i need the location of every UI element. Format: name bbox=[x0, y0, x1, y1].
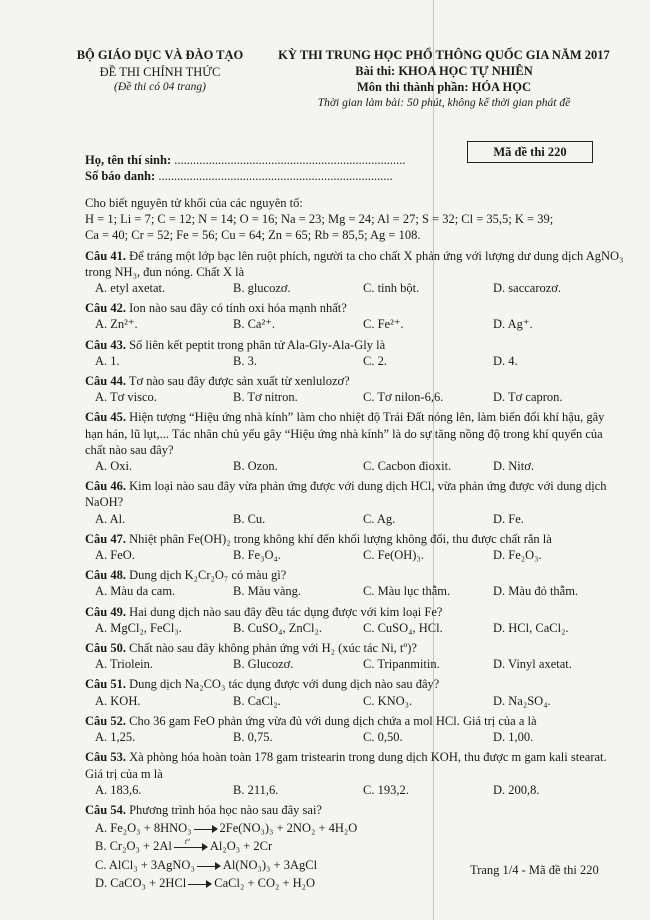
option-d[interactable]: D. 1,00. bbox=[493, 730, 534, 745]
answer-options bbox=[85, 547, 625, 563]
name-label: Họ, tên thí sinh: bbox=[85, 153, 172, 167]
option-b[interactable]: B. Cu. bbox=[233, 511, 266, 526]
exam-component: Môn thi thành phần: HÓA HỌC bbox=[356, 80, 531, 94]
question-number: Câu 53. bbox=[85, 750, 126, 765]
question-text: Nhiệt phân Fe(OH)₂ trong không khí đến khối lượng không đổi, thu được chất rắn là bbox=[125, 531, 552, 546]
question bbox=[85, 300, 625, 332]
option-a[interactable]: A. Màu da cam. bbox=[95, 584, 176, 599]
name-field[interactable]: .......................................................................... bbox=[171, 153, 406, 167]
question-text: Phương trình hóa học nào sau đây sai? bbox=[125, 802, 322, 817]
option-b[interactable]: B. Màu vàng. bbox=[233, 584, 302, 599]
question bbox=[85, 531, 625, 563]
option-c[interactable]: C. KNO₃. bbox=[363, 693, 413, 708]
answer-options bbox=[85, 280, 625, 296]
answer-options bbox=[85, 620, 625, 636]
id-label: Số báo danh: bbox=[85, 169, 156, 183]
time-note: Thời gian làm bài: 50 phút, không kể thời gian phát đề bbox=[317, 97, 571, 109]
question-number: Câu 47. bbox=[85, 531, 126, 546]
question-text: Tơ nào sau đây được sản xuất từ xenlulozơ? bbox=[125, 374, 350, 389]
question-number: Câu 42. bbox=[85, 301, 126, 316]
question bbox=[85, 337, 625, 369]
option-b[interactable]: B. 3. bbox=[233, 353, 257, 368]
question-text: Dung dịch Na₂CO₃ tác dụng được với dung dịch nào sau đây? bbox=[125, 677, 440, 692]
arrow-icon bbox=[194, 824, 218, 834]
question-text: Xà phòng hóa hoàn toàn 178 gam tristearin trong dung dịch KOH, thu được m gam kali stearat. Giá trị của m là bbox=[85, 750, 607, 781]
exam-body bbox=[85, 195, 625, 891]
option-b[interactable]: B. Fe₃O₄. bbox=[233, 548, 281, 563]
option-d[interactable]: D. Nitơ. bbox=[493, 459, 534, 474]
option-d[interactable]: D. Fe. bbox=[493, 511, 524, 526]
option-d[interactable]: D. Màu đỏ thẫm. bbox=[493, 584, 579, 599]
student-info bbox=[85, 152, 406, 184]
arrow-icon bbox=[188, 879, 212, 889]
question-number: Câu 54. bbox=[85, 802, 126, 817]
reaction-condition: tº bbox=[184, 837, 190, 847]
question bbox=[85, 478, 625, 527]
option-b[interactable]: B. Tơ nitron. bbox=[233, 390, 298, 405]
equation-b-lhs: B. Cr₂O₃ + 2Al bbox=[95, 839, 172, 854]
question-number: Câu 46. bbox=[85, 479, 126, 494]
question-number: Câu 44. bbox=[85, 374, 126, 389]
ministry-name: BỘ GIÁO DỤC VÀ ĐÀO TẠO bbox=[76, 48, 244, 62]
question-text: Hai dung dịch nào sau đây đều tác dụng được với kim loại Fe? bbox=[125, 604, 443, 619]
exam-subject: Bài thi: KHOA HỌC TỰ NHIÊN bbox=[355, 64, 533, 78]
answer-options bbox=[85, 782, 625, 798]
option-b[interactable]: B. Ca²⁺. bbox=[233, 317, 275, 332]
equation-b bbox=[85, 838, 625, 854]
option-c[interactable]: C. Tơ nilon-6,6. bbox=[363, 390, 444, 405]
option-b[interactable]: B. 0,75. bbox=[233, 730, 273, 745]
header-left bbox=[60, 48, 260, 93]
question-text: Số liên kết peptit trong phân tử Ala-Gly-Ala-Gly là bbox=[125, 337, 386, 352]
option-a[interactable]: A. Triolein. bbox=[95, 657, 154, 672]
answer-options bbox=[85, 389, 625, 405]
question-number: Câu 49. bbox=[85, 604, 126, 619]
question-number: Câu 43. bbox=[85, 337, 126, 352]
equation-c-rhs: Al(NO₃)₃ + 3AgCl bbox=[222, 857, 318, 872]
official-label: ĐỀ THI CHÍNH THỨC bbox=[99, 65, 221, 79]
option-b[interactable]: B. Ozon. bbox=[233, 459, 278, 474]
answer-options bbox=[85, 511, 625, 527]
exam-code-box: Mã đề thi 220 bbox=[467, 141, 593, 163]
option-d[interactable]: D. Tơ capron. bbox=[493, 390, 563, 405]
option-a[interactable]: A. Al. bbox=[95, 511, 126, 526]
option-a[interactable]: A. 1. bbox=[95, 353, 120, 368]
atomic-line-2: Ca = 40; Cr = 52; Fe = 56; Cu = 64; Zn = 65; Rb = 85,5; Ag = 108. bbox=[85, 228, 421, 243]
question bbox=[85, 713, 625, 745]
option-b[interactable]: B. CaCl₂. bbox=[233, 693, 281, 708]
option-d[interactable]: D. 4. bbox=[493, 353, 518, 368]
question-number: Câu 41. bbox=[85, 248, 126, 263]
question-text: Cho 36 gam FeO phản ứng vừa đủ với dung dịch chứa a mol HCl. Giá trị của a là bbox=[125, 713, 537, 728]
question bbox=[85, 567, 625, 599]
answer-options bbox=[85, 656, 625, 672]
option-c[interactable]: C. CuSO₄, HCl. bbox=[363, 620, 443, 635]
option-d[interactable]: D. saccarozơ. bbox=[493, 281, 562, 296]
question-text: Kim loại nào sau đây vừa phản ứng được với dung dịch HCl, vừa phản ứng được với dung dịch NaOH? bbox=[85, 479, 607, 510]
answer-options bbox=[85, 693, 625, 709]
option-a[interactable]: A. Zn²⁺. bbox=[95, 317, 138, 332]
option-a[interactable]: A. 1,25. bbox=[95, 730, 136, 745]
question-number: Câu 51. bbox=[85, 677, 126, 692]
option-d[interactable]: D. 200,8. bbox=[493, 782, 540, 797]
option-b[interactable]: B. glucozơ. bbox=[233, 281, 291, 296]
question-number: Câu 50. bbox=[85, 641, 126, 656]
option-c[interactable]: C. 2. bbox=[363, 353, 387, 368]
option-c[interactable]: C. Màu lục thẫm. bbox=[363, 584, 451, 599]
option-d[interactable]: D. Na₂SO₄. bbox=[493, 693, 551, 708]
option-a[interactable]: A. etyl axetat. bbox=[95, 281, 166, 296]
equation-a bbox=[85, 820, 625, 836]
question-text: Ion nào sau đây có tính oxi hóa mạnh nhất? bbox=[125, 301, 347, 316]
option-b[interactable]: B. CuSO₄, ZnCl₂. bbox=[233, 620, 322, 635]
equation-c-lhs: C. AlCl₃ + 3AgNO₃ bbox=[95, 857, 195, 872]
equation-b-rhs: Al₂O₃ + 2Cr bbox=[209, 839, 273, 854]
question bbox=[85, 604, 625, 636]
option-a[interactable]: A. Tơ visco. bbox=[95, 390, 157, 405]
question-number: Câu 52. bbox=[85, 713, 126, 728]
option-b[interactable]: B. 211,6. bbox=[233, 782, 279, 797]
question-number: Câu 48. bbox=[85, 568, 126, 583]
option-c[interactable]: C. 0,50. bbox=[363, 730, 403, 745]
question-text: Để tráng một lớp bạc lên ruột phích, người ta cho chất X phản ứng với lượng dư dung dịch AgNO₃ trong NH₃, đun nóng. Chất X là bbox=[85, 248, 624, 279]
equation-d-rhs: CaCl₂ + CO₂ + H₂O bbox=[214, 875, 316, 890]
id-field[interactable]: ........................................................................... bbox=[155, 169, 393, 183]
option-c[interactable]: C. Fe²⁺. bbox=[363, 317, 404, 332]
question bbox=[85, 640, 625, 672]
atomic-intro: Cho biết nguyên tử khối của các nguyên tố: bbox=[85, 196, 303, 210]
answer-options bbox=[85, 583, 625, 599]
page-footer: Trang 1/4 - Mã đề thi 220 bbox=[470, 863, 599, 877]
arrow-icon bbox=[197, 861, 221, 871]
option-d[interactable]: D. HCl, CaCl₂. bbox=[493, 620, 569, 635]
option-a[interactable]: A. 183,6. bbox=[95, 782, 142, 797]
question-text: Dung dịch K₂Cr₂O₇ có màu gì? bbox=[125, 568, 287, 583]
equation-d-lhs: D. CaCO₃ + 2HCl bbox=[95, 875, 187, 890]
option-c[interactable]: C. Tripanmitin. bbox=[363, 657, 440, 672]
question bbox=[85, 749, 625, 798]
equation-a-rhs: 2Fe(NO₃)₃ + 2NO₂ + 4H₂O bbox=[219, 821, 358, 836]
option-d[interactable]: D. Vinyl axetat. bbox=[493, 657, 572, 672]
answer-options bbox=[85, 353, 625, 369]
answer-options bbox=[85, 458, 625, 474]
header-right bbox=[268, 48, 620, 109]
option-c[interactable]: C. Ag. bbox=[363, 511, 396, 526]
question bbox=[85, 676, 625, 708]
arrow-icon bbox=[174, 837, 208, 852]
option-c[interactable]: C. Fe(OH)₃. bbox=[363, 548, 424, 563]
option-c[interactable]: C. tinh bột. bbox=[363, 281, 420, 296]
equation-a-lhs: A. Fe₂O₃ + 8HNO₃ bbox=[95, 821, 192, 836]
question-number: Câu 45. bbox=[85, 410, 126, 425]
question bbox=[85, 373, 625, 405]
option-c[interactable]: C. Cacbon đioxit. bbox=[363, 459, 452, 474]
option-a[interactable]: A. FeO. bbox=[95, 548, 135, 563]
option-a[interactable]: A. MgCl₂, FeCl₃. bbox=[95, 620, 182, 635]
question bbox=[85, 409, 625, 474]
question-list bbox=[85, 248, 625, 798]
pages-note: (Đề thi có 04 trang) bbox=[114, 81, 206, 93]
answer-options bbox=[85, 316, 625, 332]
exam-title: KỲ THI TRUNG HỌC PHỔ THÔNG QUỐC GIA NĂM 2017 bbox=[278, 48, 610, 62]
option-d[interactable]: D. Ag⁺. bbox=[493, 317, 533, 332]
question bbox=[85, 248, 625, 297]
answer-options bbox=[85, 729, 625, 745]
question-text: Chất nào sau đây không phản ứng với H₂ (xúc tác Ni, tº)? bbox=[125, 641, 417, 656]
atomic-line-1: H = 1; Li = 7; C = 12; N = 14; O = 16; Na = 23; Mg = 24; Al = 27; S = 32; Cl = 35,5; K = 39; bbox=[85, 212, 554, 227]
question-text: Hiện tượng “Hiệu ứng nhà kính” làm cho nhiệt độ Trái Đất nóng lên, làm biến đổi khí hậu, gây hạn hán, lũ lụt,... Tác nhân chủ yếu gây “Hiệu ứng nhà kính” là do sự tăng nồng độ trong khí quyển của chất nào sau đây? bbox=[85, 410, 605, 457]
option-d[interactable]: D. Fe₂O₃. bbox=[493, 548, 542, 563]
option-a[interactable]: A. KOH. bbox=[95, 693, 141, 708]
option-c[interactable]: C. 193,2. bbox=[363, 782, 409, 797]
option-b[interactable]: B. Glucozơ. bbox=[233, 657, 294, 672]
option-a[interactable]: A. Oxi. bbox=[95, 459, 133, 474]
